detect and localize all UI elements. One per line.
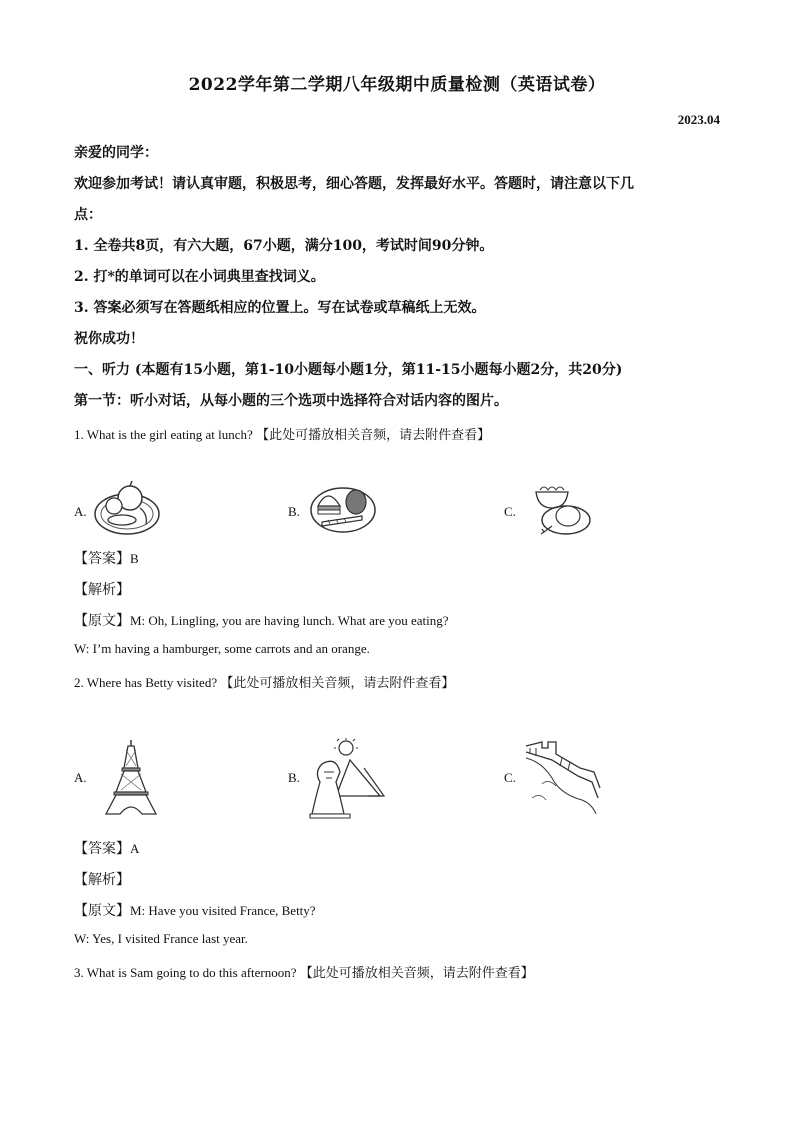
audio-note[interactable]: 【此处可播放相关音频，请去附件查看】: [299, 966, 534, 981]
question-1-analysis-tag: 【解析】: [74, 582, 130, 598]
question-text: 3. What is Sam going to do this afternoon?: [74, 965, 297, 980]
question-text: 1. What is the girl eating at lunch?: [74, 427, 253, 442]
question-3-stem: [74, 962, 534, 981]
option-label: C.: [504, 770, 516, 785]
answer-value: B: [130, 551, 139, 566]
question-1-transcript-2: W: I’m having a hamburger, some carrots and an orange.: [74, 641, 370, 656]
transcript-line-1: M: Oh, Lingling, you are having lunch. What are you eating?: [130, 613, 449, 628]
question-1-stem: [74, 424, 490, 443]
note-3: 3. 答案必须写在答题纸相应的位置上。写在试卷或草稿纸上无效。: [74, 300, 486, 316]
welcome-text-1: 欢迎参加考试！请认真审题，积极思考，细心答题，发挥最好水平。答题时，请注意以下几: [74, 176, 634, 192]
hamburger-carrot-plate-icon: [306, 478, 376, 538]
pyramid-sphinx-icon: [306, 738, 386, 820]
answer-tag: 【答案】: [74, 841, 130, 857]
question-2-answer: [74, 838, 139, 858]
section-subpart-1: 第一节：听小对话，从每小题的三个选项中选择符合对话内容的图片。: [74, 393, 508, 409]
eiffel-tower-icon: [96, 738, 166, 816]
greeting: 亲爱的同学：: [74, 145, 158, 161]
question-text: 2. Where has Betty visited?: [74, 675, 218, 690]
welcome-text-2: 点：: [74, 207, 102, 223]
question-1-options: [74, 478, 724, 548]
wish: 祝你成功！: [74, 331, 144, 347]
transcript-tag: 【原文】: [74, 903, 130, 919]
question-2-transcript: [74, 900, 316, 920]
answer-tag: 【答案】: [74, 551, 130, 567]
question-2-stem: [74, 672, 454, 691]
question-2-analysis-tag: 【解析】: [74, 872, 130, 888]
transcript-tag: 【原文】: [74, 613, 130, 629]
option-label: A.: [74, 504, 87, 519]
question-1-answer: [74, 548, 139, 568]
transcript-line-1: M: Have you visited France, Betty?: [130, 903, 316, 918]
page-title: 2022学年第二学期八年级期中质量检测（英语试卷）: [188, 75, 606, 95]
question-2-options: [74, 738, 724, 820]
question-2-transcript-2: W: Yes, I visited France last year.: [74, 931, 248, 946]
section-listening: 一、听力 (本题有15小题，第1-10小题每小题1分，第11-15小题每小题2分，共20分): [74, 362, 623, 378]
audio-note[interactable]: 【此处可播放相关音频，请去附件查看】: [220, 676, 455, 691]
note-1: 1. 全卷共8页，有六大题，67小题，满分100，考试时间90分钟。: [74, 238, 494, 254]
audio-note[interactable]: 【此处可播放相关音频，请去附件查看】: [256, 428, 491, 443]
option-label: A.: [74, 770, 87, 785]
option-label: C.: [504, 504, 516, 519]
fruit-plate-icon: [92, 478, 162, 538]
noodles-chicken-icon: [522, 478, 592, 538]
great-wall-icon: [522, 738, 602, 816]
option-label: B.: [288, 770, 300, 785]
note-2: 2. 打*的单词可以在小词典里查找词义。: [74, 269, 325, 285]
question-1-transcript: [74, 610, 449, 630]
exam-date: 2023.04: [677, 112, 720, 127]
answer-value: A: [130, 841, 140, 856]
option-label: B.: [288, 504, 300, 519]
